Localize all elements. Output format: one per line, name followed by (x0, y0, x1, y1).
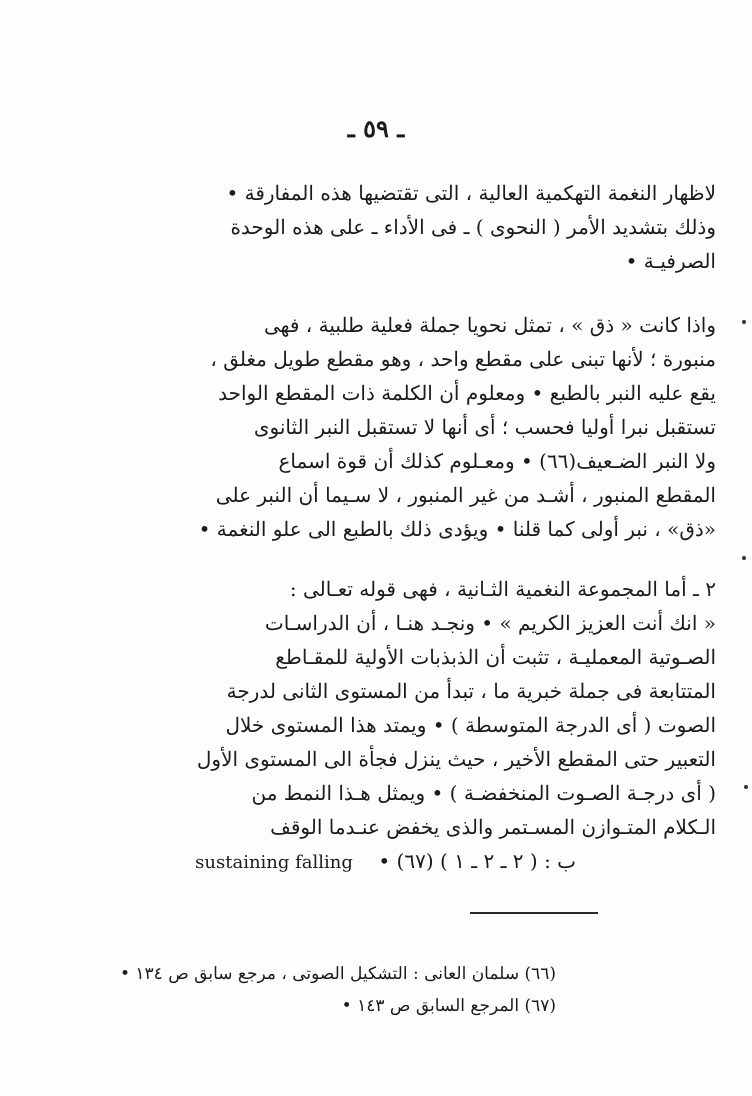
text-line: لاظهار النغمة التهكمية العالية ، التى تقتضيها هذه المفارقة • (226, 181, 716, 205)
margin-mark (744, 785, 748, 789)
text-line: الصـوتية المعمليـة ، تثبت أن الذبذبات الأولية للمقـاطع (275, 645, 716, 669)
text-line: منبورة ؛ لأنها تبنى على مقطع واحد ، وهو مقطع طويل مغلق ، (210, 347, 716, 371)
text-line: الصوت ( أى الدرجة المتوسطة ) • ويمتد هذا المستوى خلال (225, 713, 716, 737)
text-line: التعبير حتى المقطع الأخير ، حيث ينزل فجأة الى المستوى الأول (196, 747, 716, 771)
footnote-separator (470, 912, 598, 914)
text-line: « انك أنت العزيز الكريم » • ونجـد هنـا ، أن الدراسـات (264, 611, 716, 635)
pattern-notation: ب : ( ٢ ـ ٢ ـ ١ ) (٦٧) • (378, 849, 576, 873)
footnote-66: (٦٦) سلمان العانى : التشكيل الصوتى ، مرجع سابق ص ١٣٤ • (119, 964, 556, 984)
text-line: يقع عليه النبر بالطبع • ومعلوم أن الكلمة ذات المقطع الواحد (218, 381, 716, 405)
footnote-67: (٦٧) المرجع السابق ص ١٤٣ • (341, 996, 556, 1016)
margin-mark (742, 320, 746, 324)
text-line: المتتابعة فى جملة خبرية ما ، تبدأ من المستوى الثانى لدرجة (226, 679, 716, 703)
text-line: واذا كانت « ذق » ، تمثل نحويا جملة فعلية طلبية ، فهى (263, 313, 716, 337)
paragraph-3 (26, 572, 716, 880)
paragraph-1 (26, 176, 716, 278)
margin-mark (742, 556, 746, 560)
text-line: ( أى درجـة الصـوت المنخفضـة ) • ويمثل هـذا النمط من (251, 781, 716, 805)
text-line: الصرفيـة • (625, 249, 716, 273)
page-number: ـ ٥٩ ـ (347, 114, 405, 143)
text-line: وذلك بتشديد الأمر ( النحوى ) ـ فى الأداء ـ على هذه الوحدة (230, 215, 716, 239)
text-line-mixed (26, 844, 716, 880)
text-line: «ذق» ، نبر أولى كما قلنا • ويؤدى ذلك بالطبع الى علو النغمة • (198, 517, 716, 541)
english-term: sustaining falling (195, 852, 353, 873)
footnotes (56, 958, 556, 1022)
text-line: الـكلام المتـوازن المسـتمر والذى يخفض عنـدما الوقف (270, 815, 716, 839)
text-line: ولا النبر الضـعيف(٦٦) • ومعـلوم كذلك أن قوة اسماع (278, 449, 716, 473)
text-line: ٢ ـ أما المجموعة النغمية الثـانية ، فهى قوله تعـالى : (289, 577, 716, 601)
paragraph-2 (26, 308, 716, 546)
text-line: المقطع المنبور ، أشـد من غير المنبور ، لا سـيما أن النبر على (215, 483, 716, 507)
text-line: تستقبل نبرا أوليا فحسب ؛ أى أنها لا تستقبل النبر الثانوى (253, 415, 716, 439)
